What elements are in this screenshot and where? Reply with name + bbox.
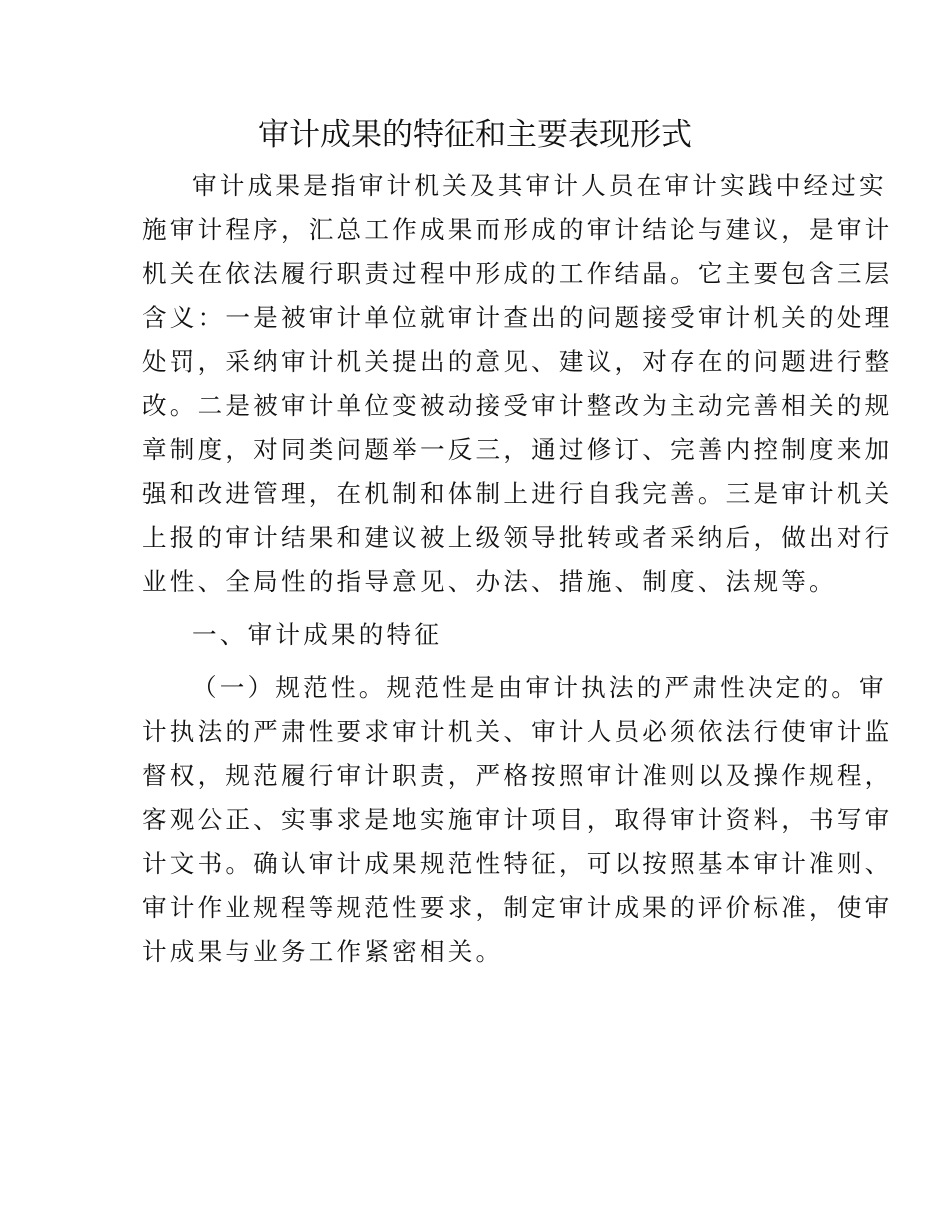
paragraph-line: 审计作业规程等规范性要求，制定审计成果的评价标准，使审 — [142, 893, 893, 922]
paragraph-line: 计执法的严肃性要求审计机关、审计人员必须依法行使审计监 — [142, 717, 893, 746]
paragraph-line: 客观公正、实事求是地实施审计项目，取得审计资料，书写审 — [142, 805, 893, 834]
paragraph-line: 上报的审计结果和建议被上级领导批转或者采纳后，做出对行 — [142, 523, 893, 552]
section-heading: 一、审计成果的特征 — [192, 620, 443, 649]
paragraph-line: 施审计程序，汇总工作成果而形成的审计结论与建议，是审计 — [142, 215, 893, 244]
paragraph-line: 含义：一是被审计单位就审计查出的问题接受审计机关的处理 — [142, 303, 893, 332]
paragraph-line: 章制度，对同类问题举一反三，通过修订、完善内控制度来加 — [142, 435, 893, 464]
document-title: 审计成果的特征和主要表现形式 — [258, 117, 692, 153]
paragraph-line: 计文书。确认审计成果规范性特征，可以按照基本审计准则、 — [142, 849, 893, 878]
paragraph-line: 审计成果是指审计机关及其审计人员在审计实践中经过实 — [192, 171, 887, 200]
paragraph-line: 机关在依法履行职责过程中形成的工作结晶。它主要包含三层 — [142, 259, 893, 288]
paragraph-line: 改。二是被审计单位变被动接受审计整改为主动完善相关的规 — [142, 391, 893, 420]
paragraph-line: 督权，规范履行审计职责，严格按照审计准则以及操作规程， — [142, 761, 893, 790]
paragraph-line: 强和改进管理，在机制和体制上进行自我完善。三是审计机关 — [142, 479, 893, 508]
paragraph-line: （一）规范性。规范性是由审计执法的严肃性决定的。审 — [192, 673, 887, 702]
paragraph-line: 计成果与业务工作紧密相关。 — [142, 937, 504, 966]
paragraph-line: 处罚，采纳审计机关提出的意见、建议，对存在的问题进行整 — [142, 347, 893, 376]
paragraph-line: 业性、全局性的指导意见、办法、措施、制度、法规等。 — [142, 567, 837, 596]
subsection-paragraph — [142, 666, 893, 974]
intro-paragraph — [142, 164, 893, 604]
